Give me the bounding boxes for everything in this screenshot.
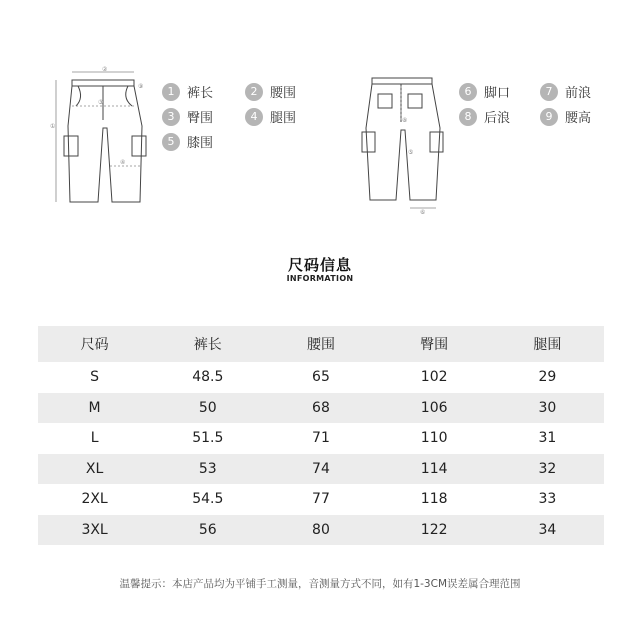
table-row [38, 484, 604, 515]
table-cell: L [90, 430, 99, 447]
table-cell: 110 [420, 430, 448, 447]
table-cell: 106 [420, 399, 448, 416]
legend-label: 腰高 [565, 111, 592, 126]
table-cell: M [88, 399, 101, 416]
legend-number: 8 [459, 108, 477, 126]
column-header: 裤长 [193, 337, 222, 353]
table-cell: 32 [538, 460, 557, 477]
size-table [38, 326, 604, 545]
table-cell: 77 [312, 491, 330, 508]
table-cell: 33 [538, 491, 557, 508]
svg-text:⑤: ⑤ [408, 149, 414, 156]
section-subtitle: INFORMATION [286, 274, 354, 283]
table-cell: 51.5 [192, 430, 224, 447]
legend-label: 腿围 [270, 111, 297, 126]
legend-item-waist-height [540, 107, 591, 126]
table-row [38, 423, 604, 454]
legend-item-length [162, 82, 213, 101]
table-cell: 80 [312, 521, 330, 538]
legend-label: 后浪 [484, 111, 511, 126]
legend-number: 6 [459, 83, 477, 101]
legend-item-back-rise [459, 107, 510, 126]
legend-label: 臀围 [187, 111, 214, 126]
table-row [38, 362, 604, 393]
legend-number: 1 [162, 83, 180, 101]
measurement-note: 温馨提示：本店产品均为平铺手工测量，音测量方式不同，如有1-3CM误差属合理范围 [119, 578, 521, 590]
column-header: 腰围 [306, 337, 335, 353]
front-pants-diagram [50, 66, 160, 206]
back-pants-diagram [352, 72, 452, 216]
table-cell: S [90, 369, 100, 386]
legend-label: 膝围 [187, 136, 214, 151]
legend-number: 7 [540, 83, 558, 101]
table-cell: 122 [420, 521, 448, 538]
legend-number: 4 [245, 108, 263, 126]
svg-text:⑨: ⑨ [138, 83, 144, 90]
legend-item-front-rise [540, 82, 591, 101]
legend-label: 脚口 [484, 86, 511, 101]
table-cell: 114 [420, 460, 448, 477]
table-row [38, 515, 604, 546]
column-header: 臀围 [420, 337, 449, 353]
table-cell: 31 [538, 430, 557, 447]
table-cell: 74 [312, 460, 330, 477]
table-cell: 2XL [81, 491, 108, 508]
table-cell: 118 [420, 491, 448, 508]
table-cell: 34 [538, 521, 557, 538]
table-cell: 54.5 [192, 491, 224, 508]
legend-label: 前浪 [565, 86, 592, 101]
svg-text:④: ④ [120, 159, 126, 166]
legend-item-knee [162, 132, 213, 151]
table-header-row [38, 326, 604, 362]
legend-number: 3 [162, 108, 180, 126]
svg-text:③: ③ [98, 99, 104, 106]
table-row [38, 454, 604, 485]
table-cell: XL [85, 460, 104, 477]
table-cell: 53 [198, 460, 217, 477]
column-header: 腿围 [533, 337, 562, 353]
legend-label: 腰围 [270, 86, 297, 101]
svg-text:⑧: ⑧ [402, 117, 408, 124]
table-row [38, 393, 604, 424]
table-cell: 29 [538, 369, 557, 386]
table-cell: 71 [312, 430, 330, 447]
table-cell: 30 [538, 399, 557, 416]
legend-label: 裤长 [187, 86, 214, 101]
table-cell: 65 [312, 369, 330, 386]
table-cell: 68 [312, 399, 330, 416]
svg-text:⑥: ⑥ [420, 209, 426, 216]
legend-item-hem [459, 82, 510, 101]
table-cell: 56 [198, 521, 217, 538]
legend-item-waist [245, 82, 296, 101]
table-cell: 102 [420, 369, 448, 386]
legend-number: 2 [245, 83, 263, 101]
legend-number: 9 [540, 108, 558, 126]
table-cell: 50 [198, 399, 217, 416]
table-cell: 48.5 [192, 369, 224, 386]
legend-item-hip [162, 107, 213, 126]
legend-item-thigh [245, 107, 296, 126]
legend-number: 5 [162, 133, 180, 151]
svg-text:①: ① [50, 123, 56, 130]
column-header: 尺码 [80, 337, 109, 353]
table-cell: 3XL [81, 521, 108, 538]
svg-text:②: ② [102, 66, 108, 73]
section-title: 尺码信息 [287, 256, 352, 274]
